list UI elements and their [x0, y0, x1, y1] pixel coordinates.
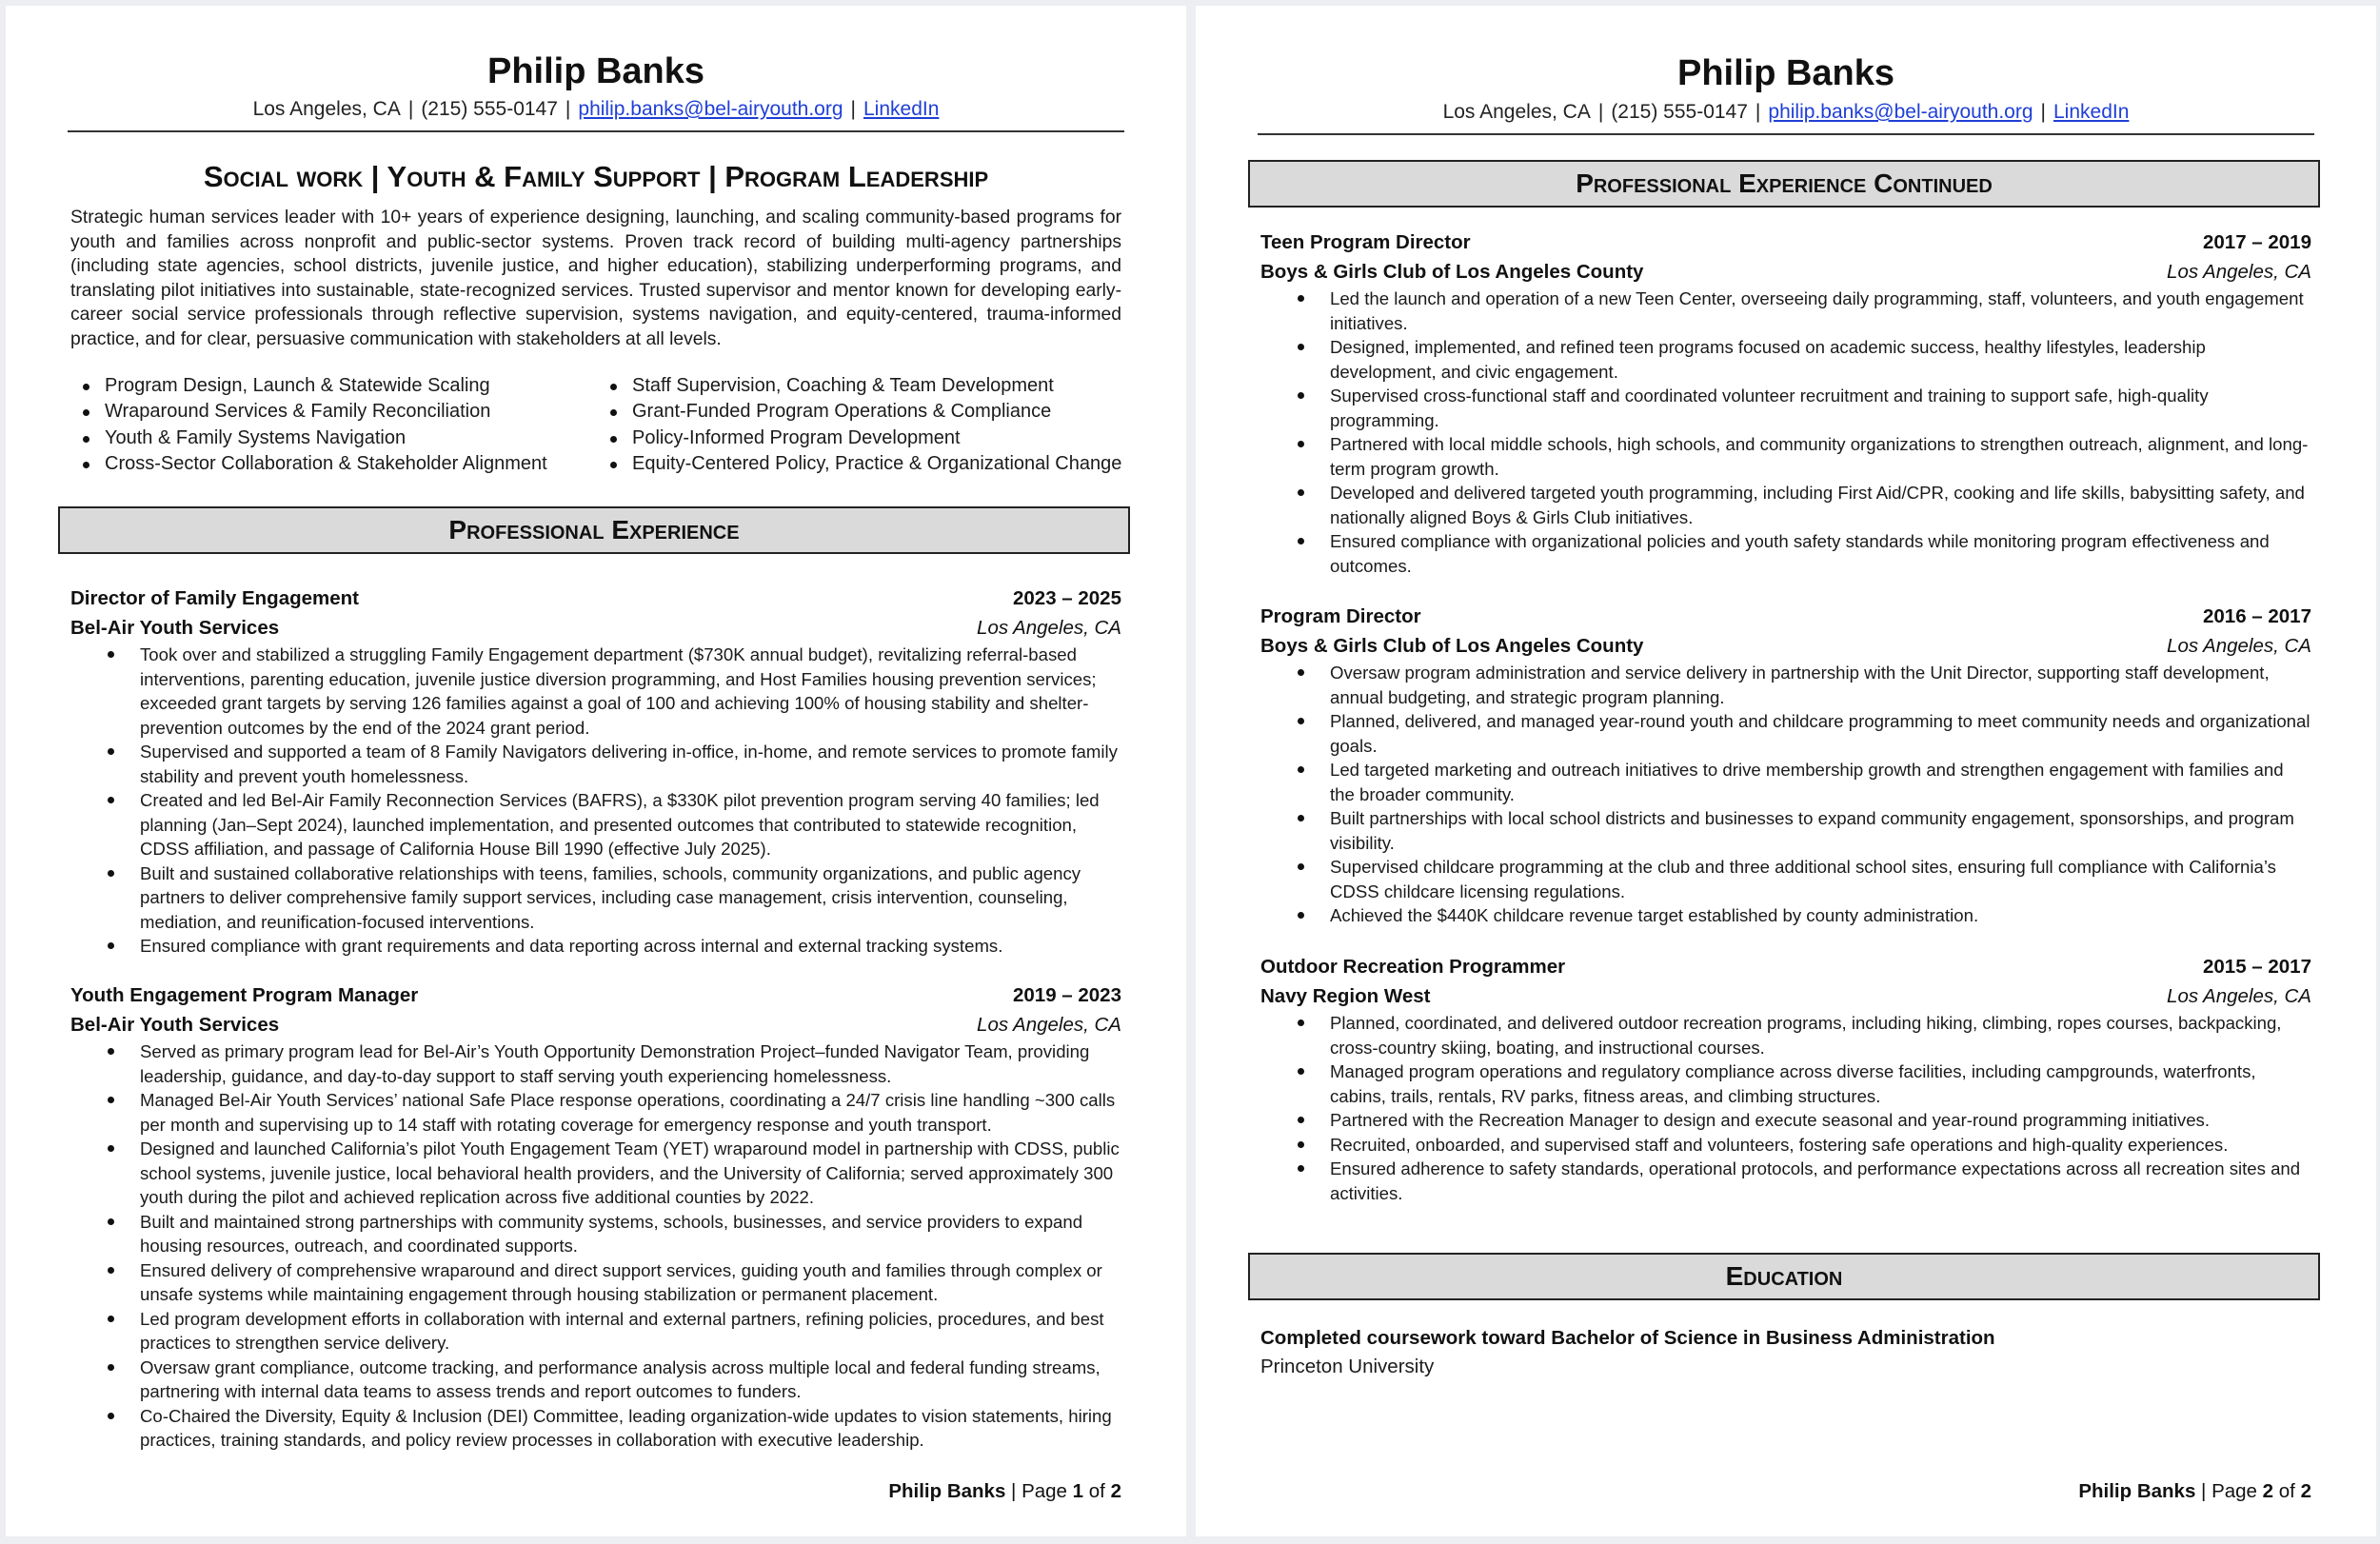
- job-bullets: [70, 643, 1121, 959]
- bullet-item: Oversaw program administration and service delivery in partnership with the Unit Director, supporting staff development, annual budgeting, and strategic program planning.: [1260, 661, 2311, 709]
- footer-page-number: 1: [1072, 1480, 1084, 1502]
- job-organization: Navy Region West: [1260, 985, 1431, 1007]
- bullet-item: Created and led Bel-Air Family Reconnection Services (BAFRS), a $330K pilot prevention program serving 40 families; led planning (Jan–Sept 2024), launched implementation, and presented outcomes that contributed to statewide recognition, CDSS affiliation, and passage of California House Bill 1990 (effective July 2025).: [70, 788, 1121, 861]
- professional-summary: Strategic human services leader with 10+ years of experience designing, launching, and scaling community-based programs for youth and families across nonprofit and public-sector systems. Proven track record of building multi-agency partnerships (including state agencies, school districts, juvenile justice, and higher education), stabilizing underperforming programs, and translating pilot initiatives into sustainable, state-recognized services. Trusted supervisor and mentor known for developing early-career social service professionals through reflective supervision, systems navigation, and equity-centered, trauma-informed practice, and for clear, persuasive communication with stakeholders at all levels.: [70, 208, 1121, 349]
- header-contact: [1196, 101, 2376, 124]
- section-heading-experience: Professional Experience: [58, 506, 1130, 554]
- job-location: Los Angeles, CA: [977, 617, 1121, 639]
- bullet-item: Ensured compliance with grant requirements and data reporting across internal and external tracking systems.: [70, 934, 1121, 959]
- header-divider: [68, 130, 1124, 132]
- job-entry: [70, 584, 1121, 959]
- job-entry: [70, 980, 1121, 1453]
- section-heading-education: Education: [1248, 1253, 2320, 1300]
- skill-item: Youth & Family Systems Navigation: [70, 426, 585, 451]
- section-heading-experience-continued: Professional Experience Continued: [1248, 160, 2320, 208]
- bullet-item: Managed program operations and regulatory compliance across diverse facilities, including campgrounds, waterfronts, cabins, trails, rentals, RV parks, fitness areas, and climbing structures.: [1260, 1059, 2311, 1108]
- job-dates: 2015 – 2017: [2202, 956, 2311, 978]
- bullet-item: Designed and launched California’s pilot Youth Engagement Team (YET) wraparound model in partnership with CDSS, public school systems, juvenile justice, local behavioral health providers, and the University of California; served approximately 300 youth during the pilot and achieved replication across five additional counties by 2022.: [70, 1137, 1121, 1210]
- job-bullets: [1260, 1011, 2311, 1205]
- bullet-item: Built and sustained collaborative relationships with teens, families, schools, community organizations, and public agency partners to deliver comprehensive family support services, including case management, crisis intervention, counseling, mediation, and reunification-focused interventions.: [70, 861, 1121, 935]
- contact-separator: |: [565, 98, 571, 120]
- contact-separator: |: [407, 98, 414, 120]
- footer-name: Philip Banks: [2078, 1480, 2196, 1502]
- resume-page-1: [6, 6, 1186, 1536]
- bullet-item: Managed Bel-Air Youth Services’ national Safe Place response operations, coordinating a 24/7 crisis line handling ~300 calls per month and supervising up to 14 staff with rotating coverage for emergency response and youth transport.: [70, 1088, 1121, 1137]
- skill-item: Policy-Informed Program Development: [598, 426, 1131, 451]
- job-organization: Bel-Air Youth Services: [70, 1014, 280, 1036]
- resume-headline: Social work | Youth & Family Support | Program Leadership: [203, 160, 989, 193]
- bullet-item: Served as primary program lead for Bel-Air’s Youth Opportunity Demonstration Project–funded Navigator Team, providing leadership, guidance, and day-to-day support to staff serving youth experiencing homelessness.: [70, 1039, 1121, 1088]
- bullet-item: Partnered with the Recreation Manager to design and execute seasonal and year-round programming initiatives.: [1260, 1108, 2311, 1133]
- bullet-item: Developed and delivered targeted youth programming, including First Aid/CPR, cooking and life skills, babysitting safety, and nationally aligned Boys & Girls Club initiatives.: [1260, 481, 2311, 529]
- header-contact: [6, 98, 1186, 121]
- header-name: Philip Banks: [486, 51, 705, 91]
- contact-separator: |: [1755, 101, 1761, 123]
- footer-of-word: of: [2278, 1480, 2295, 1502]
- page-footer: Philip Banks | Page 1 of 2: [888, 1480, 1121, 1502]
- contact-city: Los Angeles, CA: [1442, 101, 1591, 123]
- job-title: Program Director: [1260, 605, 1421, 627]
- job-organization: Bel-Air Youth Services: [70, 617, 280, 639]
- email-link[interactable]: philip.banks@bel-airyouth.org: [578, 98, 843, 120]
- skill-item: Wraparound Services & Family Reconciliation: [70, 399, 585, 425]
- job-location: Los Angeles, CA: [977, 1014, 1121, 1036]
- job-dates: 2023 – 2025: [1012, 587, 1121, 609]
- contact-separator: |: [1597, 101, 1604, 123]
- bullet-item: Ensured compliance with organizational policies and youth safety standards while monitoring program effectiveness and outcomes.: [1260, 529, 2311, 578]
- footer-page-total: 2: [2300, 1480, 2311, 1502]
- contact-separator: |: [850, 98, 856, 120]
- bullet-item: Recruited, onboarded, and supervised staff and volunteers, fostering safe operations and high-quality experiences.: [1260, 1133, 2311, 1158]
- skill-item: Grant-Funded Program Operations & Compliance: [598, 399, 1131, 425]
- bullet-item: Planned, delivered, and managed year-round youth and childcare programming to meet community needs and organizational goals.: [1260, 709, 2311, 758]
- bullet-item: Supervised cross-functional staff and coordinated volunteer recruitment and training to support safe, high-quality programming.: [1260, 384, 2311, 432]
- job-bullets: [1260, 287, 2311, 578]
- bullet-item: Designed, implemented, and refined teen programs focused on academic success, healthy lifestyles, leadership development, and civic engagement.: [1260, 335, 2311, 384]
- header-name: Philip Banks: [1676, 53, 1895, 93]
- bullet-item: Achieved the $440K childcare revenue target established by county administration.: [1260, 903, 2311, 928]
- resume-page-2: [1196, 6, 2376, 1536]
- bullet-item: Built partnerships with local school districts and businesses to expand community engagement, sponsorships, and program visibility.: [1260, 806, 2311, 855]
- contact-city: Los Angeles, CA: [252, 98, 401, 120]
- linkedin-link[interactable]: LinkedIn: [863, 98, 940, 120]
- bullet-item: Built and maintained strong partnerships with community systems, schools, businesses, and service providers to expand housing resources, outreach, and coordinated supports.: [70, 1210, 1121, 1258]
- footer-name: Philip Banks: [888, 1480, 1006, 1502]
- skills-list-right: [598, 373, 1131, 477]
- job-dates: 2016 – 2017: [2202, 605, 2311, 627]
- bullet-item: Co-Chaired the Diversity, Equity & Inclusion (DEI) Committee, leading organization-wide updates to vision statements, hiring practices, training standards, and policy review processes in collaboration with executive leadership.: [70, 1404, 1121, 1453]
- job-entry: [1260, 228, 2311, 578]
- job-title: Director of Family Engagement: [70, 587, 360, 609]
- page-footer: Philip Banks | Page 2 of 2: [2078, 1480, 2311, 1502]
- bullet-item: Partnered with local middle schools, high schools, and community organizations to strengthen outreach, alignment, and long-term program growth.: [1260, 432, 2311, 481]
- linkedin-link[interactable]: LinkedIn: [2053, 101, 2130, 123]
- education-school: Princeton University: [1260, 1356, 1435, 1377]
- footer-page-number: 2: [2262, 1480, 2274, 1502]
- job-location: Los Angeles, CA: [2167, 985, 2311, 1007]
- job-organization: Boys & Girls Club of Los Angeles County: [1260, 635, 1644, 657]
- header-divider: [1258, 133, 2314, 135]
- bullet-item: Supervised and supported a team of 8 Family Navigators delivering in-office, in-home, and remote services to promote family stability and prevent youth homelessness.: [70, 740, 1121, 788]
- job-location: Los Angeles, CA: [2167, 261, 2311, 283]
- job-bullets: [70, 1039, 1121, 1453]
- footer-page-word: Page: [2211, 1480, 2257, 1502]
- job-dates: 2019 – 2023: [1012, 984, 1121, 1006]
- contact-phone: (215) 555-0147: [421, 98, 558, 120]
- education-entry: [1260, 1324, 2311, 1381]
- footer-page-total: 2: [1110, 1480, 1121, 1502]
- bullet-item: Took over and stabilized a struggling Family Engagement department ($730K annual budget), revitalizing referral-based interventions, parenting education, juvenile justice diversion programming, and Host Families housing prevention services; exceeded grant targets by serving 126 families against a goal of 100 and achieving 100% of housing stability and shelter-prevention outcomes by the end of the 2024 grant period.: [70, 643, 1121, 740]
- skill-item: Equity-Centered Policy, Practice & Organizational Change: [598, 451, 1131, 477]
- footer-of-word: of: [1088, 1480, 1105, 1502]
- bullet-item: Led targeted marketing and outreach initiatives to drive membership growth and strengthen engagement with families and the broader community.: [1260, 758, 2311, 806]
- bullet-item: Ensured delivery of comprehensive wraparound and direct support services, guiding youth and families through complex or unsafe systems while maintaining engagement through housing stabilization or permanent placement.: [70, 1258, 1121, 1307]
- job-bullets: [1260, 661, 2311, 928]
- job-title: Youth Engagement Program Manager: [70, 984, 419, 1006]
- job-location: Los Angeles, CA: [2167, 635, 2311, 657]
- job-dates: 2017 – 2019: [2202, 231, 2311, 253]
- skill-item: Program Design, Launch & Statewide Scaling: [70, 373, 585, 399]
- bullet-item: Oversaw grant compliance, outcome tracking, and performance analysis across multiple local and federal funding streams, partnering with internal data teams to assess trends and report outcomes to funders.: [70, 1356, 1121, 1404]
- skills-list-left: [70, 373, 585, 477]
- skill-item: Cross-Sector Collaboration & Stakeholder Alignment: [70, 451, 585, 477]
- email-link[interactable]: philip.banks@bel-airyouth.org: [1768, 101, 2033, 123]
- job-title: Outdoor Recreation Programmer: [1260, 956, 1566, 978]
- job-entry: [1260, 602, 2311, 928]
- footer-page-word: Page: [1021, 1480, 1067, 1502]
- bullet-item: Planned, coordinated, and delivered outdoor recreation programs, including hiking, climbing, ropes courses, backpacking, cross-country skiing, boating, and instructional courses.: [1260, 1011, 2311, 1059]
- bullet-item: Ensured adherence to safety standards, operational protocols, and performance expectations across all recreation sites and activities.: [1260, 1157, 2311, 1205]
- contact-phone: (215) 555-0147: [1611, 101, 1748, 123]
- contact-separator: |: [2040, 101, 2046, 123]
- job-title: Teen Program Director: [1260, 231, 1471, 253]
- bullet-item: Led program development efforts in collaboration with internal and external partners, refining policies, procedures, and best practices to strengthen service delivery.: [70, 1307, 1121, 1356]
- job-entry: [1260, 952, 2311, 1205]
- bullet-item: Supervised childcare programming at the club and three additional school sites, ensuring full compliance with California’s CDSS childcare licensing regulations.: [1260, 855, 2311, 903]
- education-degree: Completed coursework toward Bachelor of Science in Business Administration: [1260, 1327, 1995, 1349]
- skill-item: Staff Supervision, Coaching & Team Development: [598, 373, 1131, 399]
- bullet-item: Led the launch and operation of a new Teen Center, overseeing daily programming, staff, volunteers, and youth engagement initiatives.: [1260, 287, 2311, 335]
- job-organization: Boys & Girls Club of Los Angeles County: [1260, 261, 1644, 283]
